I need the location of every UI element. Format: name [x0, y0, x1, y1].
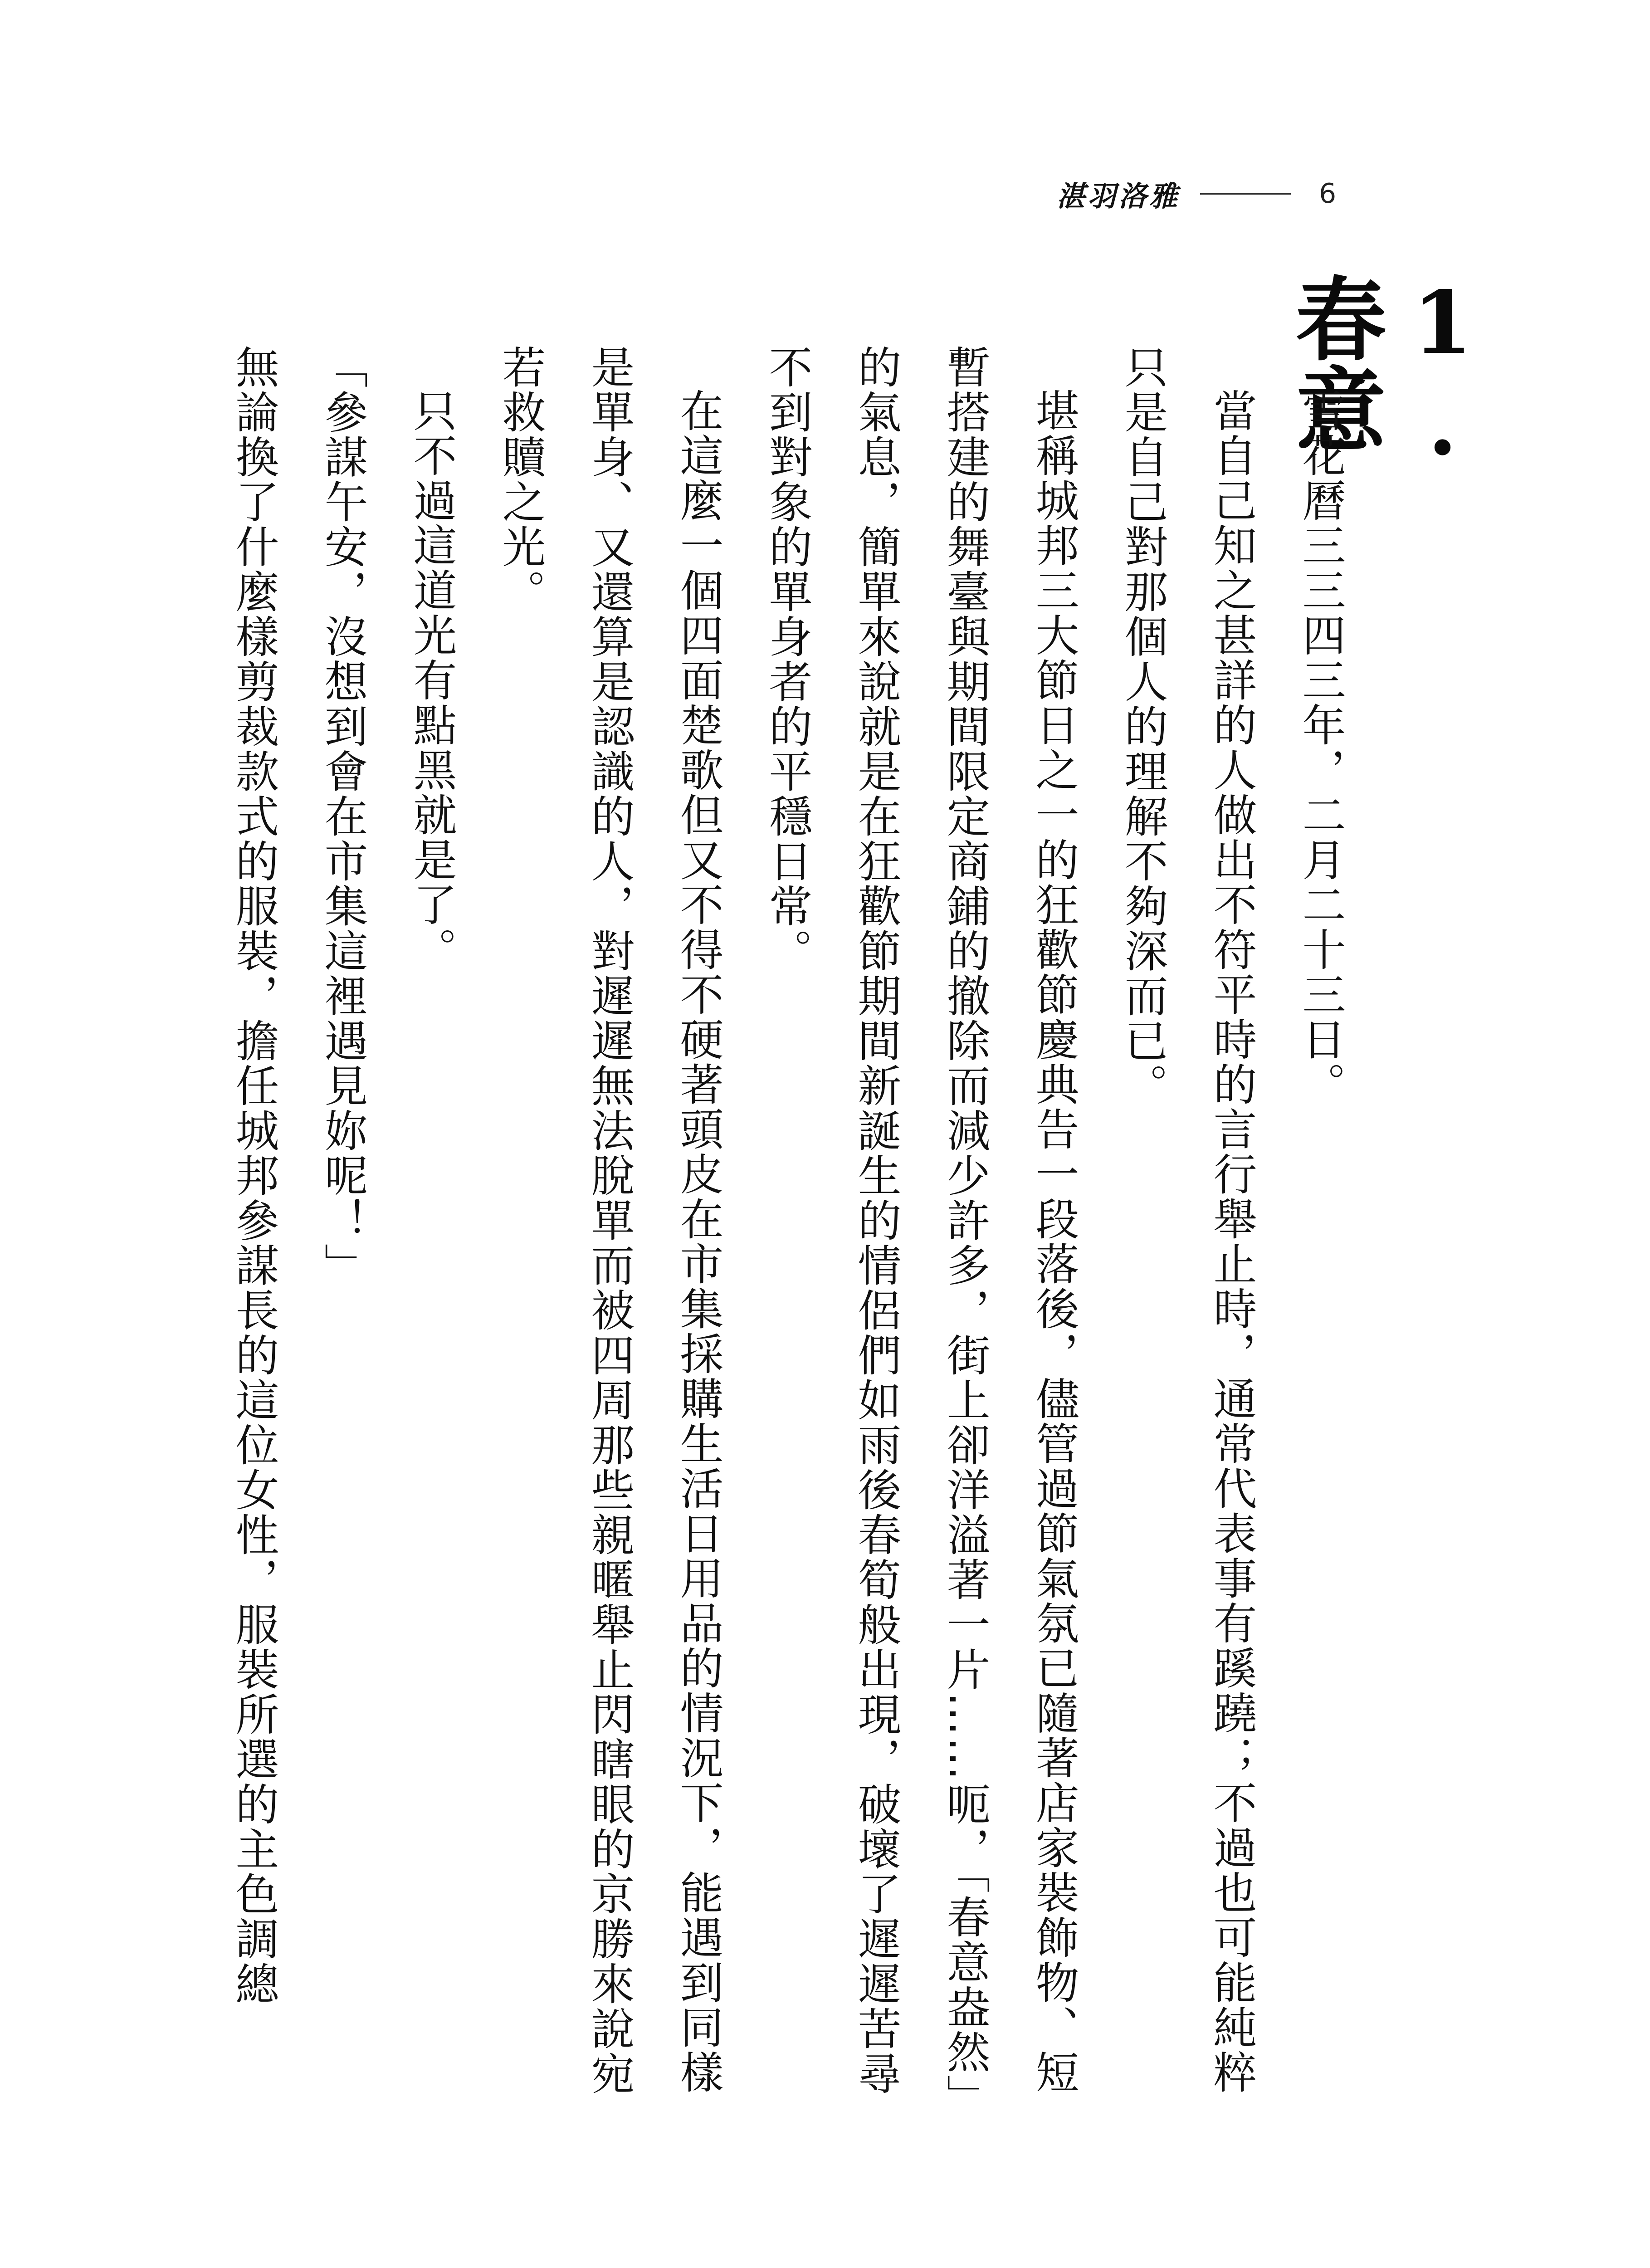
book-title: 湛羽洛雅: [1057, 179, 1181, 213]
body-text: [229, 345, 1365, 2105]
paragraph: 在這麼一個四面楚歌但又不得不硬著頭皮在市集採購生活日用品的情況下，能遇到同樣是單身、又還算是認識的人，對遲遲無法脫單而被四周那些親暱舉止閃瞎眼的京勝來說宛若救贖之光。: [495, 345, 724, 2096]
header-rule: [1200, 193, 1291, 195]
paragraph: 堪稱城邦三大節日之一的狂歡節慶典告一段落後，儘管過節氣氛已隨著店家裝飾物、短暫搭建的舞臺與期間限定商鋪的撤除而減少許多，街上卻洋溢著一片……呃，「春意盎然」的氣息，簡單來說就是在狂歡節期間新誕生的情侶們如雨後春筍般出現，破壞了遲遲苦尋不到對象的單身者的平穩日常。: [762, 345, 1079, 2097]
paragraph: 無論換了什麼樣剪裁款式的服裝，擔任城邦參謀長的這位女性，服裝所選的主色調總: [229, 345, 279, 2006]
chapter-heading: [1280, 272, 1497, 526]
dialogue-paragraph: 「參謀午安，沒想到會在市集這裡遇見妳呢！」: [317, 345, 368, 1288]
running-header: [1057, 173, 1420, 214]
chapter-number: 1.: [1392, 272, 1493, 474]
paragraph: 只不過這道光有點黑就是了。: [406, 388, 457, 972]
paragraph: 雪花曆三三四三年，二月二十三日。: [1295, 388, 1346, 1107]
paragraph: 當自己知之甚詳的人做出不符平時的言行舉止時，通常代表事有蹊蹺；不過也可能純粹只是自己對那個人的理解不夠深而已。: [1118, 345, 1257, 2095]
chapter-title: 春意: [1280, 272, 1387, 454]
page-number: 6: [1319, 178, 1337, 210]
